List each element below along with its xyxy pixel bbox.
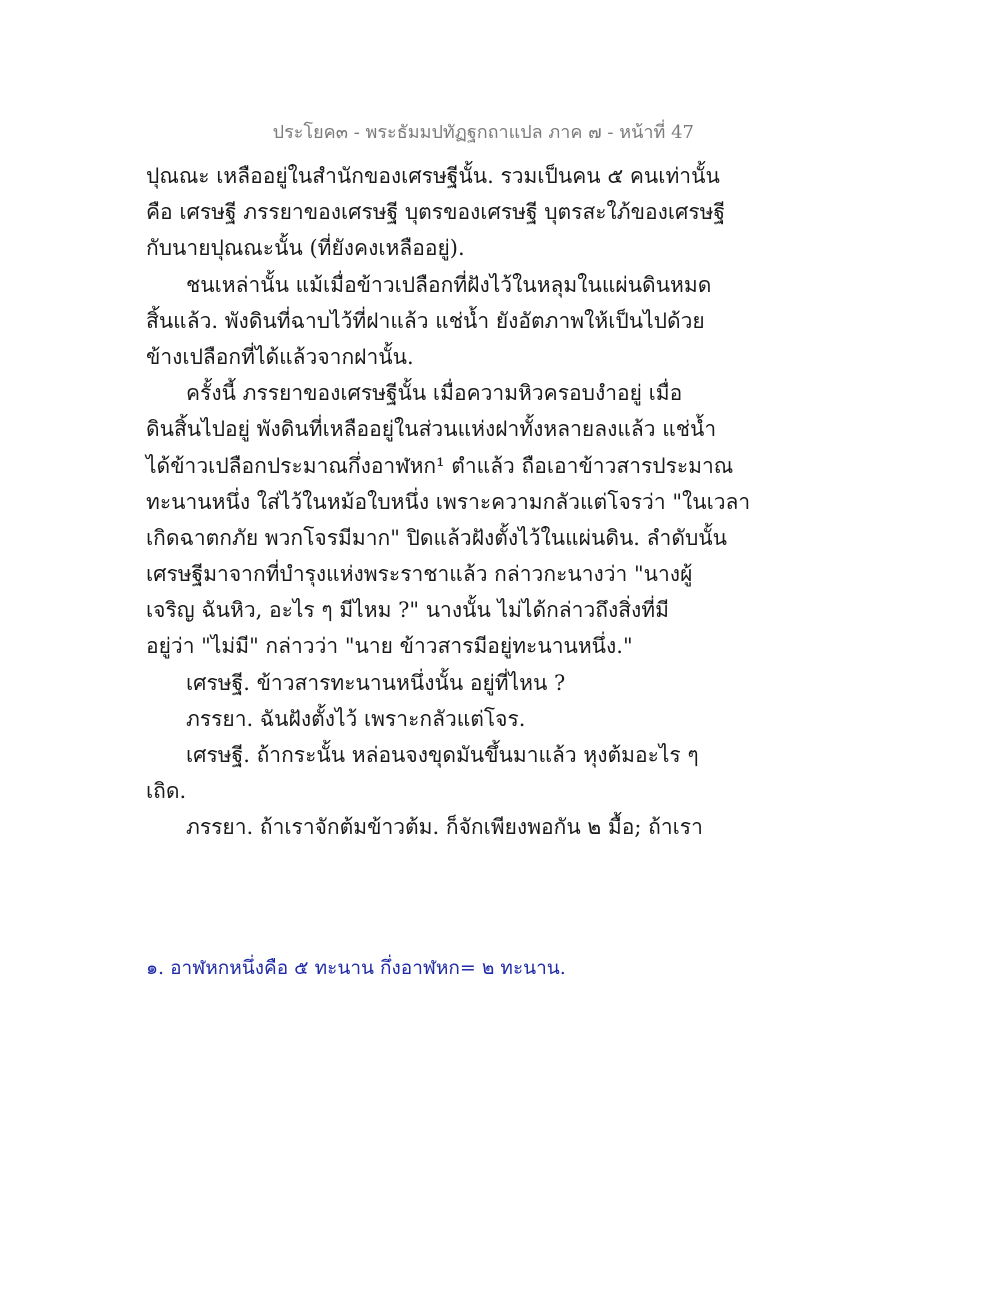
text-line: ทะนานหนึ่ง ใส่ไว้ในหม้อใบหนึ่ง เพราะความกลัวแต่โจรว่า "ในเวลา <box>146 489 751 514</box>
text-line: เจริญ ฉันหิว, อะไร ๆ มีไหม ?" นางนั้น ไม่ได้กล่าวถึงสิ่งที่มี <box>146 598 669 623</box>
paragraph-start-line: ชนเหล่านั้น แม้เมื่อข้าวเปลือกที่ฝังไว้ในหลุมในแผ่นดินหมด <box>186 272 712 297</box>
dialogue-line: เศรษฐี. ถ้ากระนั้น หล่อนจงขุดมันขึ้นมาแล้ว หุงต้มอะไร ๆ <box>186 743 699 767</box>
text-line: ข้างเปลือกที่ได้แล้วจากฝานั้น. <box>146 344 414 369</box>
dialogue-line: เศรษฐี. ข้าวสารทะนานหนึ่งนั้น อยู่ที่ไหน ? <box>186 670 566 695</box>
running-header: ประโยค๓ - พระธัมมปทัฏฐกถาแปล ภาค ๗ - หน้าที่ 47 <box>272 122 694 143</box>
text-line: เถิด. <box>146 779 187 804</box>
dialogue-line: ภรรยา. ถ้าเราจักต้มข้าวต้ม. ก็จักเพียงพอกัน ๒ มื้อ; ถ้าเรา <box>186 815 703 840</box>
text-line: อยู่ว่า "ไม่มี" กล่าวว่า "นาย ข้าวสารมีอยู่ทะนานหนึ่ง." <box>146 634 633 659</box>
text-line: ปุณณะ เหลืออยู่ในสำนักของเศรษฐีนั้น. รวมเป็นคน ๕ คนเท่านั้น <box>146 164 720 188</box>
footnote: ๑. อาฬหกหนึ่งคือ ๕ ทะนาน กึ่งอาฬหก= ๒ ทะนาน. <box>146 957 566 979</box>
paragraph-start-line: ครั้งนี้ ภรรยาของเศรษฐีนั้น เมื่อความหิวครอบงำอยู่ เมื่อ <box>186 381 683 406</box>
text-line: กับนายปุณณะนั้น (ที่ยังคงเหลืออยู่). <box>146 236 465 261</box>
text-line: ดินสิ้นไปอยู่ พังดินที่เหลืออยู่ในส่วนแห่งฝาทั้งหลายลงแล้ว แช่น้ำ <box>146 417 717 442</box>
text-line: เศรษฐีมาจากที่บำรุงแห่งพระราชาแล้ว กล่าวกะนางว่า "นางผู้ <box>146 562 693 587</box>
text-line: ได้ข้าวเปลือกประมาณกึ่งอาฬหก¹ ตำแล้ว ถือเอาข้าวสารประมาณ <box>146 453 734 478</box>
text-line: สิ้นแล้ว. พังดินที่ฉาบไว้ที่ฝาแล้ว แช่น้ำ ยังอัตภาพให้เป็นไปด้วย <box>146 308 705 333</box>
text-line: คือ เศรษฐี ภรรยาของเศรษฐี บุตรของเศรษฐี บุตรสะใภ้ของเศรษฐี <box>146 200 726 225</box>
dialogue-line: ภรรยา. ฉันฝังตั้งไว้ เพราะกลัวแต่โจร. <box>186 706 526 731</box>
text-line: เกิดฉาตกภัย พวกโจรมีมาก" ปิดแล้วฝังตั้งไว้ในแผ่นดิน. ลำดับนั้น <box>146 525 727 550</box>
body-text <box>146 158 751 846</box>
